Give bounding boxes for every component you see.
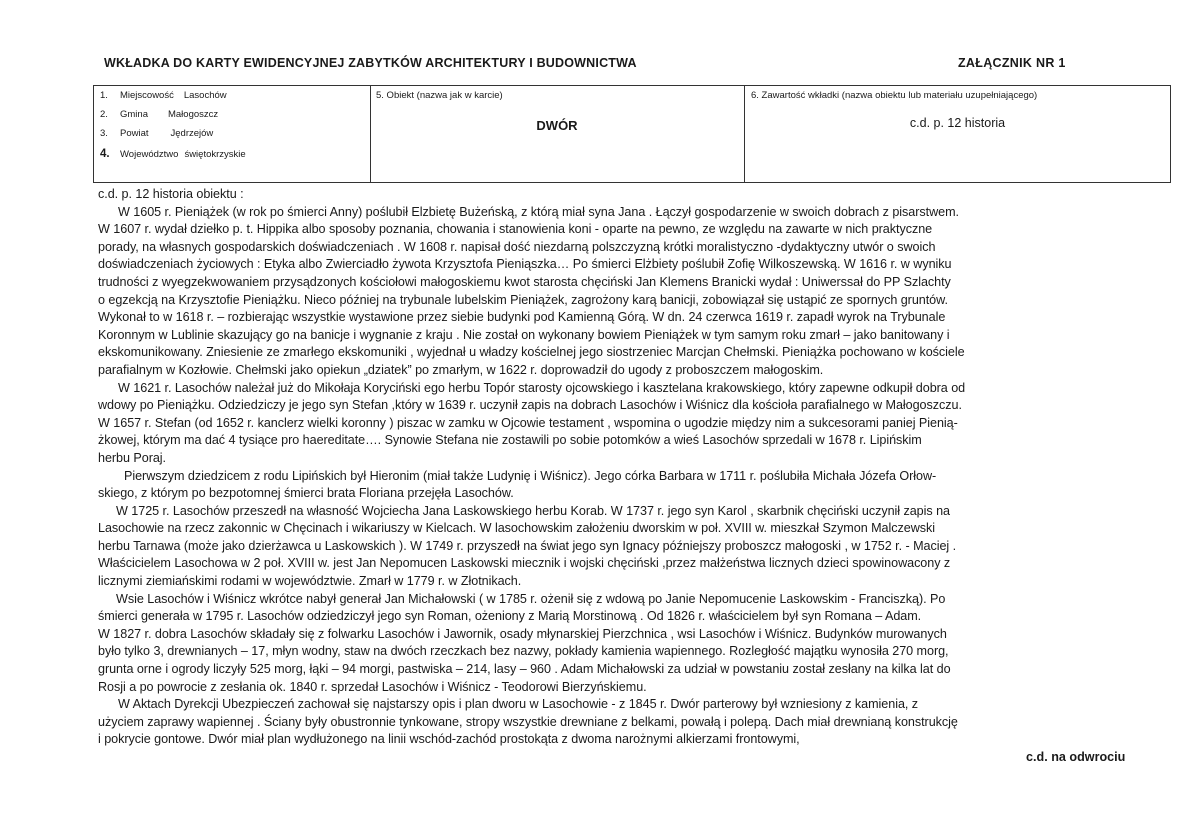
location-row: 3. Powiat Jędrzejów <box>100 128 214 139</box>
text-line: wdowy po Pieniążku. Odziedziczy je jego syn Stefan ,który w 1639 r. uczynił zapis na dobrach Lasochów i Wiśnicz dla kościoła parafialnego w Małogoszczu. <box>98 398 962 413</box>
text-line: Właścicielem Lasochowa w 2 poł. XVIII w. jest Jan Nepomucen Laskowski miecznik i wojski chęciński ,przez małżeństwa licznych dzieci spowinowacony z <box>98 556 951 571</box>
text-line: grunta orne i ogrody liczyły 525 morg, łąki – 94 morgi, pastwiska – 214, lasy – 960 . Adam Michałowski za udział w powstaniu został zesłany na kilka lat do <box>98 662 951 677</box>
text-line: W 1827 r. dobra Lasochów składały się z folwarku Lasochów i Jawornik, osady młynarskiej Pierzchnica , wsi Lasochów i Wiśnicz. Budynków murowanych <box>98 626 947 641</box>
text-line: trudności z wyegzekwowaniem przysądzonych kościołowi małogoskiemu kwot starosta chęciński Jan Klemens Branicki wydał : Uniwerssał do PP Szlachty <box>98 274 951 289</box>
contents-header: 6. Zawartość wkładki (nazwa obiektu lub materiału uzupełniającego) <box>751 90 1038 101</box>
text-line: skiego, z którym po bezpotomnej śmierci brata Floriana przejęła Lasochów. <box>98 486 514 501</box>
location-column <box>94 86 371 182</box>
object-column <box>370 86 745 182</box>
text-line: śmierci generała w 1795 r. Lasochów odziedziczył jego syn Roman, ożeniony z Marią Morstinową . Od 1826 r. właścicielem był syn Romana – Adam. <box>98 609 922 624</box>
object-name: DWÓR <box>536 118 578 133</box>
text-line: żkowej, którym ma dać 4 tysiące pro haereditate…. Synowie Stefana nie zostawili po sobie potomków a wieś Lasochów sprzedali w 1678 r. Lipińskim <box>98 433 922 448</box>
text-line: użyciem zaprawy wapiennej . Ściany były obustronnie tynkowane, stropy wszystkie drewniane z belkami, powałą i polepą. Dach miał drewnianą konstrukcję <box>98 714 958 729</box>
text-line: Wykonał to w 1618 r. – rozbierając wszystkie wystawione przez siebie budynki pod Kamienną Górą. W dn. 24 czerwca 1619 r. zapadł wyrok na Trybunale <box>98 310 946 325</box>
text-line: W 1657 r. Stefan (od 1652 r. kanclerz wielki koronny ) piszac w zamku w Ojcowie testament , wspomina o ugodzie między nim a sukcesorami paniej Pienią- <box>98 415 958 430</box>
text-line: o egzekcją na Krzysztofie Pieniążku. Nieco później na trybunale lubelskim Pieniążek, zagrożony karą banicji, zobowiązał się ustąpić ze spornych gruntów. <box>98 292 948 307</box>
text-line: herbu Tarnawa (może jako dzierżawca u Laskowskich ). W 1749 r. przyszedł na świat jego syn Ignacy późniejszy proboszcz małogoski , w 1752 r. - Maciej . <box>98 538 957 553</box>
page-title: WKŁADKA DO KARTY EWIDENCYJNEJ ZABYTKÓW ARCHITEKTURY I BUDOWNICTWA <box>104 56 637 70</box>
text-line: doświadczeniach życiowych : Etyka albo Zwierciadło żywota Krzysztofa Pieniąszka… Po śmierci Elżbiety poślubił Zofię Wilkoszewską. W 1616 r. w wyniku <box>98 257 952 272</box>
text-line: ekskomunikowany. Zniesienie ze zmarłego ekskomuniki , wyjednał u władzy kościelnej jego siostrzeniec Marcjan Chełmski. Pieniążka pochowano w kościele <box>98 345 965 360</box>
annex-label: ZAŁĄCZNIK NR 1 <box>958 56 1066 70</box>
text-line: Wsie Lasochów i Wiśnicz wkrótce nabył generał Jan Michałowski ( w 1785 r. ożenił się z wdową po Janie Nepomucenie Laskowskim - Franciszką). Po <box>116 591 946 606</box>
text-line: Rosji a po powrocie z zesłania ok. 1840 r. sprzedał Lasochów i Wiśnicz - Teodorowi Bierzyńskiemu. <box>98 679 647 694</box>
text-line: Koronnym w Lublinie skazujący go na banicje i wygnanie z kraju . Nie został on wykonany bowiem Pieniążek w tym samym roku zmarł – jako banitowany i <box>98 327 950 342</box>
text-line: W Aktach Dyrekcji Ubezpieczeń zachował się najstarszy opis i plan dworu w Lasochowie - z 1845 r. Dwór parterowy był wzniesiony z kamienia, z <box>118 697 919 712</box>
record-form-box <box>93 85 1171 183</box>
text-line: było tylko 3, drewnianych – 17, młyn wodny, staw na dwóch rzeczkach bez nazwy, pokłady kamienia wapiennego. Rozległość majątku wynosiła 270 morg, <box>98 644 949 659</box>
object-header: 5. Obiekt (nazwa jak w karcie) <box>376 90 503 101</box>
text-line: parafialnym w Kozłowie. Chełmski jako opiekun „dziatek” po zmarłym, w 1622 r. doprowadził do ugody z proboszczem małogoskim. <box>98 362 824 377</box>
text-line: Lasochowie na rzecz zakonnic w Chęcinach i wikariuszy w Kielcach. W lasochowskim założeniu dworskim w poł. XVIII w. mieszkał Szymon Malczewski <box>98 521 935 536</box>
contents-column <box>745 86 1170 182</box>
location-row: 4. Województwo świętokrzyskie <box>100 148 246 160</box>
text-line: W 1725 r. Lasochów przeszedł na własność Wojciecha Jana Laskowskiego herbu Korab. W 1737 r. jego syn Karol , skarbnik chęciński uczynił zapis na <box>116 503 950 518</box>
text-line: i pokrycie gontowe. Dwór miał plan wydłużonego na linii wschód-zachód prostokąta z dwoma narożnymi alkierzami frontowymi, <box>98 732 800 747</box>
history-text <box>98 186 1164 749</box>
text-line: W 1607 r. wydał dziełko p. t. Hippika albo sposoby poznania, chowania i stanowienia koni - oparte na pewno, ze względu na zawarte w nich praktyczne <box>98 222 933 237</box>
text-line: Pierwszym dziedzicem z rodu Lipińskich był Hieronim (miał także Ludynię i Wiśnicz). Jego córka Barbara w 1711 r. poślubiła Michała Józefa Orłow- <box>124 468 937 483</box>
contents-value: c.d. p. 12 historia <box>909 116 1006 130</box>
location-row: 1. Miejscowość Lasochów <box>100 90 227 101</box>
text-line: licznymi ziemiańskimi rodami w województwie. Zmarł w 1779 r. w Złotnikach. <box>98 574 522 589</box>
text-line: c.d. p. 12 historia obiektu : <box>98 187 244 201</box>
text-line: W 1605 r. Pieniążek (w rok po śmierci Anny) poślubił Elzbietę Bużeńską, z którą miał syna Jana . Łączył gospodarzenie w swoich dobrach z pisarstwem. <box>118 204 959 219</box>
text-line: W 1621 r. Lasochów należał już do Mikołaja Koryciński ego herbu Topór starosty ojcowskiego i kasztelana krakowskiego, który zapewne odkupił dobra od <box>118 380 966 395</box>
continuation-note: c.d. na odwrociu <box>1026 750 1126 764</box>
text-line: herbu Poraj. <box>98 450 167 465</box>
location-row: 2. Gmina Małogoszcz <box>100 109 219 120</box>
text-line: porady, na własnych gospodarskich doświadczeniach . W 1608 r. napisał dość niezdarną polszczyzną krótki moralistyczno -dydaktyczny utwór o swoich <box>98 239 936 254</box>
